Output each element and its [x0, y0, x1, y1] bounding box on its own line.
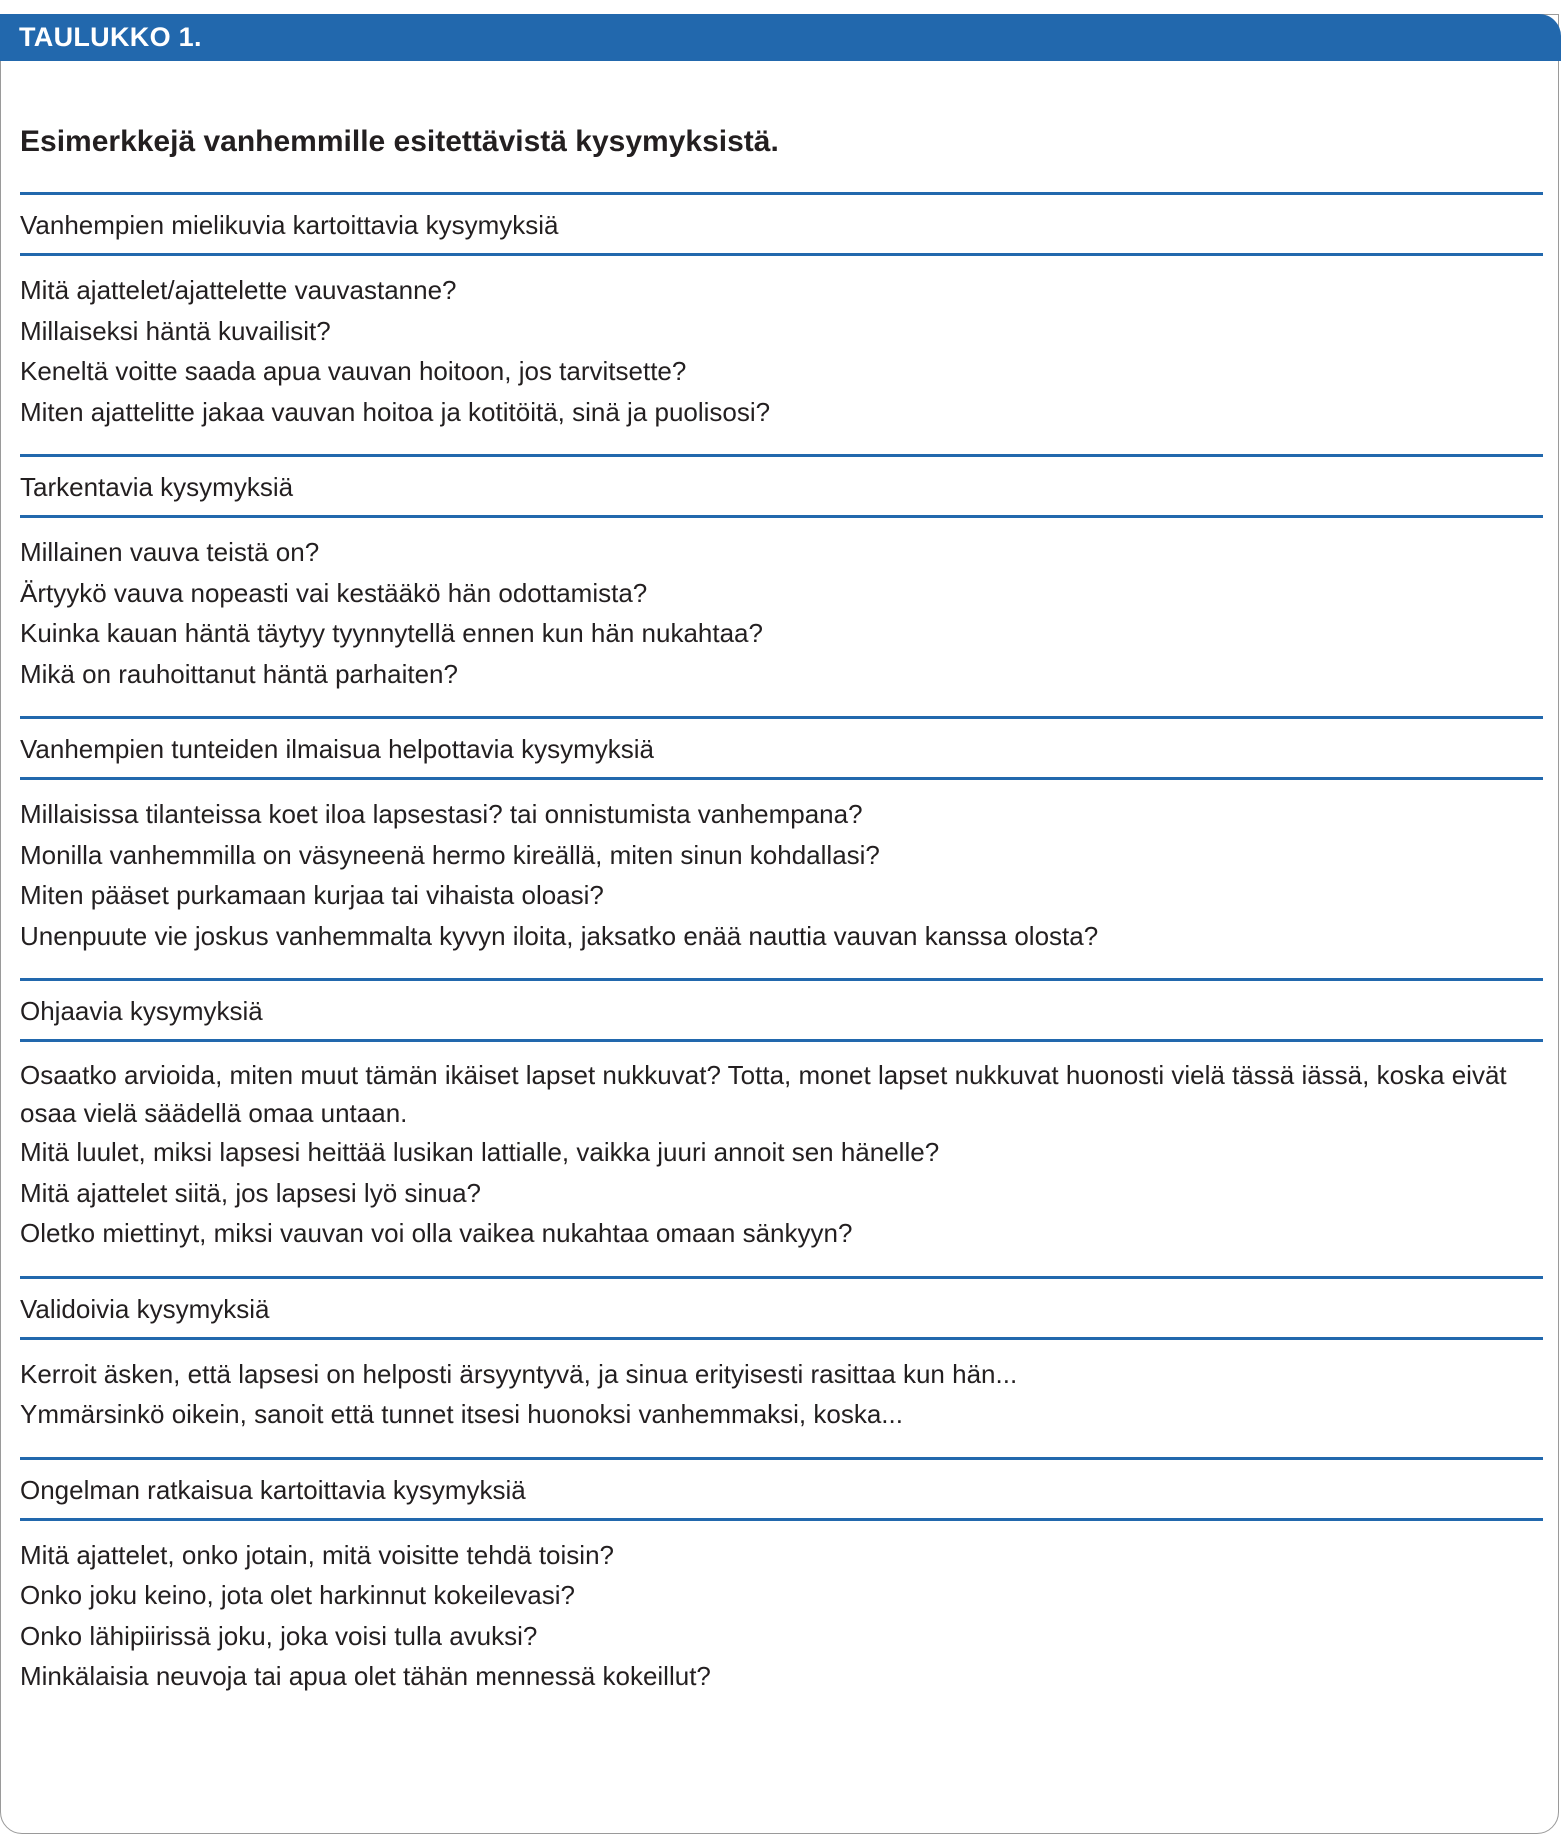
section-heading: Vanhempien mielikuvia kartoittavia kysymyksiä — [20, 192, 1543, 256]
question-item: Monilla vanhemmilla on väsyneenä hermo kireällä, miten sinun kohdallasi? — [20, 839, 880, 870]
question-item: Mitä ajattelet/ajattelette vauvastanne? — [20, 275, 457, 305]
question-item: Kerroit äsken, että lapsesi on helposti ärsyyntyvä, ja sinua erityisesti rasittaa kun hän... — [20, 1358, 1018, 1389]
section-heading: Tarkentavia kysymyksiä — [20, 454, 1543, 518]
question-item: Millaiseksi häntä kuvailisit? — [20, 315, 331, 346]
question-list — [20, 518, 1543, 716]
section-validating — [20, 1276, 1543, 1457]
question-item: Mitä luulet, miksi lapsesi heittää lusikan lattialle, vaikka juuri annoit sen hänelle? — [20, 1137, 940, 1167]
question-item: Osaatko arvioida, miten muut tämän ikäiset lapset nukkuvat? Totta, monet lapset nukkuvat huonosti vielä tässä iässä, koska eivät osaa vielä säädellä omaa untaan. — [20, 1060, 1507, 1128]
section-heading: Validoivia kysymyksiä — [20, 1276, 1543, 1340]
question-item: Minkälaisia neuvoja tai apua olet tähän mennessä kokeillut? — [20, 1661, 711, 1691]
section-problem-solving — [20, 1457, 1543, 1719]
section-emotions — [20, 716, 1543, 978]
table-panel — [0, 14, 1559, 1834]
question-item: Miten pääset purkamaan kurjaa tai vihaista oloasi? — [20, 880, 604, 910]
question-list — [20, 1042, 1543, 1276]
section-guiding — [20, 978, 1543, 1276]
question-item: Unenpuute vie joskus vanhemmalta kyvyn iloita, jaksatko enää nauttia vauvan kanssa olosta? — [20, 920, 1099, 951]
question-item: Kuinka kauan häntä täytyy tyynnytellä ennen kun hän nukahtaa? — [20, 618, 763, 648]
table-content — [20, 95, 1543, 1719]
question-list — [20, 1340, 1543, 1457]
question-item: Mikä on rauhoittanut häntä parhaiten? — [20, 658, 458, 689]
question-item: Oletko miettinyt, miksi vauvan voi olla vaikea nukahtaa omaan sänkyyn? — [20, 1218, 853, 1248]
question-list — [20, 1521, 1543, 1719]
section-heading: Vanhempien tunteiden ilmaisua helpottavia kysymyksiä — [20, 716, 1543, 780]
section-clarifying — [20, 454, 1543, 716]
question-item: Ärtyykö vauva nopeasti vai kestääkö hän odottamista? — [20, 577, 648, 608]
question-item: Millainen vauva teistä on? — [20, 537, 320, 567]
question-item: Mitä ajattelet siitä, jos lapsesi lyö sinua? — [20, 1177, 482, 1208]
question-item: Ymmärsinkö oikein, sanoit että tunnet itsesi huonoksi vanhemmaksi, koska... — [20, 1399, 903, 1429]
question-item: Onko joku keino, jota olet harkinnut kokeilevasi? — [20, 1580, 575, 1610]
question-list — [20, 256, 1543, 454]
section-heading: Ongelman ratkaisua kartoittavia kysymyksiä — [20, 1457, 1543, 1521]
question-item: Onko lähipiirissä joku, joka voisi tulla avuksi? — [20, 1620, 538, 1651]
section-heading: Ohjaavia kysymyksiä — [20, 978, 1543, 1042]
table-label: TAULUKKO 1. — [0, 14, 1561, 61]
question-list — [20, 780, 1543, 978]
question-item: Millaisissa tilanteissa koet iloa lapsestasi? tai onnistumista vanhempana? — [20, 799, 863, 829]
question-item: Keneltä voitte saada apua vauvan hoitoon, jos tarvitsette? — [20, 356, 687, 386]
table-subtitle: Esimerkkejä vanhemmille esitettävistä kysymyksistä. — [20, 125, 779, 158]
question-item: Miten ajattelitte jakaa vauvan hoitoa ja kotitöitä, sinä ja puolisosi? — [20, 396, 771, 427]
question-item: Mitä ajattelet, onko jotain, mitä voisitte tehdä toisin? — [20, 1539, 614, 1570]
section-imaginations — [20, 192, 1543, 454]
